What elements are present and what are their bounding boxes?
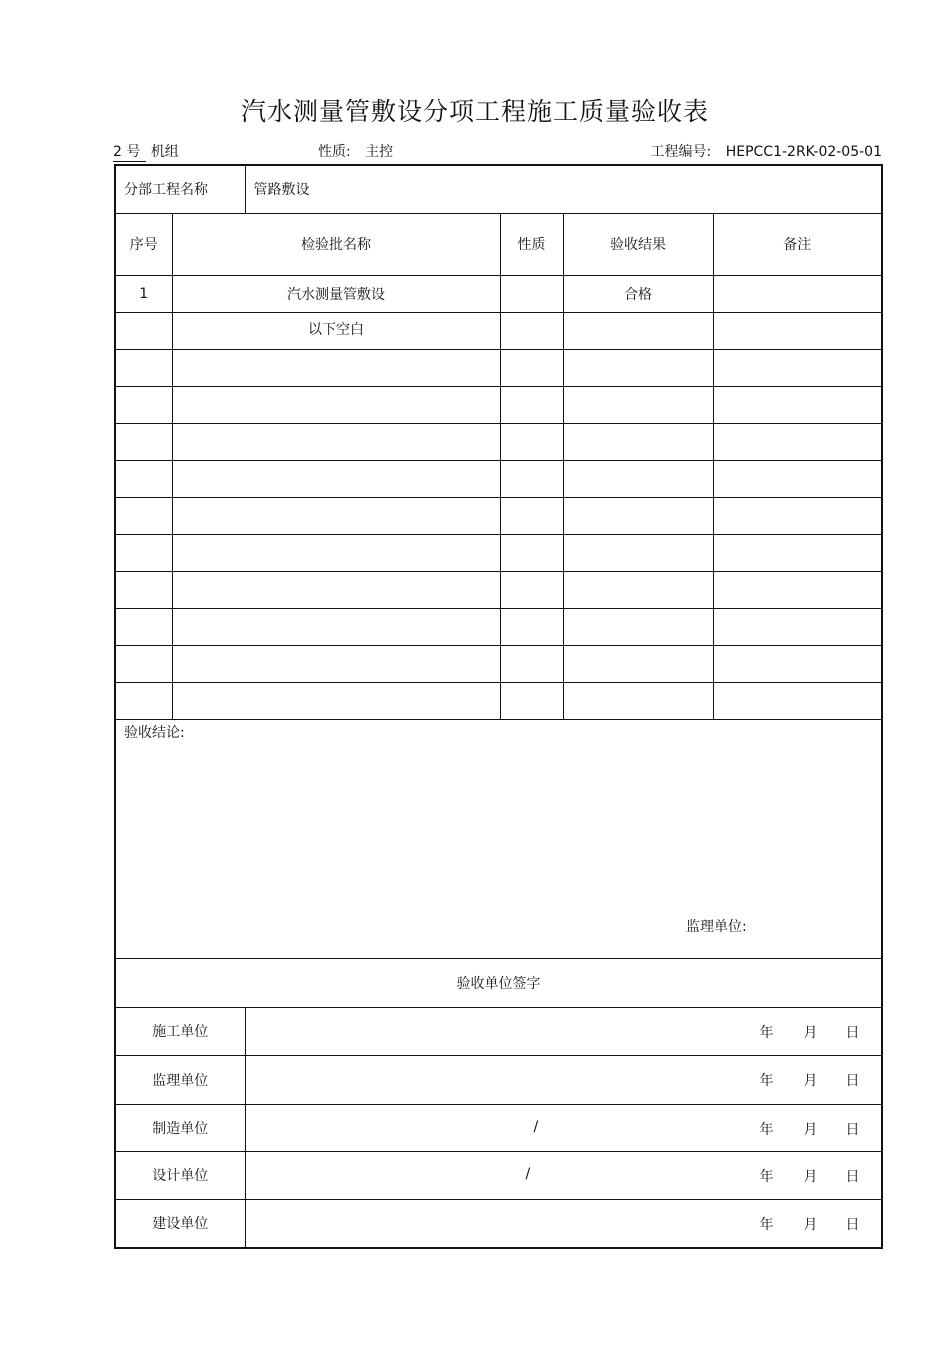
signature-field[interactable] — [245, 1055, 882, 1104]
date-month-label: 月 — [803, 1216, 818, 1233]
date-year-label: 年 — [759, 1121, 774, 1138]
row-remark-cell[interactable] — [713, 312, 882, 349]
row-remark-cell[interactable] — [713, 497, 882, 534]
date-year-label: 年 — [759, 1168, 774, 1185]
signature-heading: 验收单位签字 — [115, 958, 882, 1007]
row-name-cell[interactable] — [172, 349, 500, 386]
date-year-label: 年 — [759, 1216, 774, 1233]
row-remark-cell[interactable] — [713, 275, 882, 312]
project-code-value: HEPCC1-2RK-02-05-01 — [725, 144, 882, 160]
date-day-label: 日 — [845, 1168, 860, 1185]
row-nature-cell[interactable] — [500, 571, 563, 608]
signature-row — [115, 1007, 882, 1055]
row-name-cell[interactable]: 汽水测量管敷设 — [172, 275, 500, 312]
col-header-remark: 备注 — [713, 213, 882, 275]
row-no-cell[interactable] — [115, 349, 172, 386]
date-day-label: 日 — [845, 1216, 860, 1233]
table-row — [115, 349, 882, 386]
row-result-cell[interactable] — [563, 571, 713, 608]
row-name-cell[interactable] — [172, 534, 500, 571]
row-result-cell[interactable]: 合格 — [563, 275, 713, 312]
acceptance-table — [114, 164, 883, 1249]
row-remark-cell[interactable] — [713, 682, 882, 719]
table-row — [115, 645, 882, 682]
table-row — [115, 386, 882, 423]
row-name-cell[interactable] — [172, 571, 500, 608]
row-no-cell[interactable] — [115, 571, 172, 608]
table-row — [115, 312, 882, 349]
subproject-value[interactable]: 管路敷设 — [245, 165, 882, 213]
row-name-cell[interactable] — [172, 460, 500, 497]
row-result-cell[interactable] — [563, 682, 713, 719]
table-row — [115, 275, 882, 312]
row-result-cell[interactable] — [563, 423, 713, 460]
signature-unit-name: 施工单位 — [115, 1007, 245, 1055]
project-code-field — [651, 141, 882, 161]
signature-unit-name: 建设单位 — [115, 1199, 245, 1248]
row-nature-cell[interactable] — [500, 312, 563, 349]
signature-row — [115, 1151, 882, 1199]
signature-rows — [115, 1007, 882, 1248]
row-result-cell[interactable] — [563, 608, 713, 645]
signature-field[interactable] — [245, 1151, 882, 1199]
signature-unit-name: 设计单位 — [115, 1151, 245, 1199]
row-nature-cell[interactable] — [500, 460, 563, 497]
row-no-cell[interactable] — [115, 460, 172, 497]
date-month-label: 月 — [803, 1024, 818, 1041]
row-remark-cell[interactable] — [713, 534, 882, 571]
date-day-label: 日 — [845, 1024, 860, 1041]
row-remark-cell[interactable] — [713, 423, 882, 460]
row-no-cell[interactable] — [115, 534, 172, 571]
row-remark-cell[interactable] — [713, 571, 882, 608]
row-no-cell[interactable] — [115, 423, 172, 460]
table-row — [115, 608, 882, 645]
col-header-name: 检验批名称 — [172, 213, 500, 275]
row-no-cell[interactable] — [115, 608, 172, 645]
table-row — [115, 571, 882, 608]
conclusion-cell[interactable] — [115, 719, 882, 958]
row-remark-cell[interactable] — [713, 608, 882, 645]
row-name-cell[interactable] — [172, 682, 500, 719]
row-no-cell[interactable] — [115, 682, 172, 719]
table-row — [115, 460, 882, 497]
signature-field[interactable] — [245, 1104, 882, 1151]
col-header-nature: 性质 — [500, 213, 563, 275]
subproject-label: 分部工程名称 — [115, 165, 245, 213]
row-nature-cell[interactable] — [500, 645, 563, 682]
row-remark-cell[interactable] — [713, 349, 882, 386]
date-day-label: 日 — [845, 1072, 860, 1089]
signature-mark: / — [533, 1118, 539, 1135]
date-year-label: 年 — [759, 1072, 774, 1089]
row-no-cell[interactable] — [115, 497, 172, 534]
row-result-cell[interactable] — [563, 349, 713, 386]
row-remark-cell[interactable] — [713, 386, 882, 423]
nature-value: 主控 — [365, 144, 394, 160]
project-code-label: 工程编号: — [650, 144, 712, 160]
row-nature-cell[interactable] — [500, 534, 563, 571]
signature-field[interactable] — [245, 1007, 882, 1055]
row-result-cell[interactable] — [563, 645, 713, 682]
nature-field — [318, 141, 393, 161]
unit-field — [113, 141, 179, 162]
row-nature-cell[interactable] — [500, 608, 563, 645]
row-result-cell[interactable] — [563, 312, 713, 349]
conclusion-label: 验收结论: — [124, 724, 185, 741]
row-nature-cell[interactable] — [500, 423, 563, 460]
table-row — [115, 682, 882, 719]
signature-mark: / — [525, 1165, 531, 1182]
date-year-label: 年 — [759, 1024, 774, 1041]
table-row — [115, 423, 882, 460]
row-name-cell[interactable] — [172, 386, 500, 423]
row-nature-cell[interactable] — [500, 386, 563, 423]
row-result-cell[interactable] — [563, 386, 713, 423]
row-name-cell[interactable]: 以下空白 — [172, 312, 500, 349]
row-nature-cell[interactable] — [500, 275, 563, 312]
table-row — [115, 534, 882, 571]
row-nature-cell[interactable] — [500, 682, 563, 719]
data-rows — [115, 275, 882, 719]
date-month-label: 月 — [803, 1168, 818, 1185]
row-no-cell[interactable]: 1 — [115, 275, 172, 312]
date-month-label: 月 — [803, 1121, 818, 1138]
unit-number[interactable]: 2 号 — [113, 141, 146, 162]
row-no-cell[interactable] — [115, 645, 172, 682]
signature-field[interactable] — [245, 1199, 882, 1248]
row-no-cell[interactable] — [115, 386, 172, 423]
row-remark-cell[interactable] — [713, 460, 882, 497]
row-name-cell[interactable] — [172, 608, 500, 645]
conclusion-supervisor-label: 监理单位: — [686, 918, 747, 935]
nature-label: 性质: — [318, 144, 351, 160]
signature-unit-name: 监理单位 — [115, 1055, 245, 1104]
row-remark-cell[interactable] — [713, 645, 882, 682]
row-nature-cell[interactable] — [500, 497, 563, 534]
page-title: 汽水测量管敷设分项工程施工质量验收表 — [240, 97, 709, 126]
row-result-cell[interactable] — [563, 497, 713, 534]
row-name-cell[interactable] — [172, 423, 500, 460]
table-row — [115, 497, 882, 534]
row-result-cell[interactable] — [563, 534, 713, 571]
col-header-result: 验收结果 — [563, 213, 713, 275]
date-month-label: 月 — [803, 1072, 818, 1089]
row-result-cell[interactable] — [563, 460, 713, 497]
signature-row — [115, 1199, 882, 1248]
date-day-label: 日 — [845, 1121, 860, 1138]
row-no-cell[interactable] — [115, 312, 172, 349]
unit-suffix: 机组 — [150, 144, 179, 160]
signature-row — [115, 1104, 882, 1151]
row-name-cell[interactable] — [172, 497, 500, 534]
row-name-cell[interactable] — [172, 645, 500, 682]
signature-unit-name: 制造单位 — [115, 1104, 245, 1151]
col-header-no: 序号 — [115, 213, 172, 275]
signature-row — [115, 1055, 882, 1104]
row-nature-cell[interactable] — [500, 349, 563, 386]
